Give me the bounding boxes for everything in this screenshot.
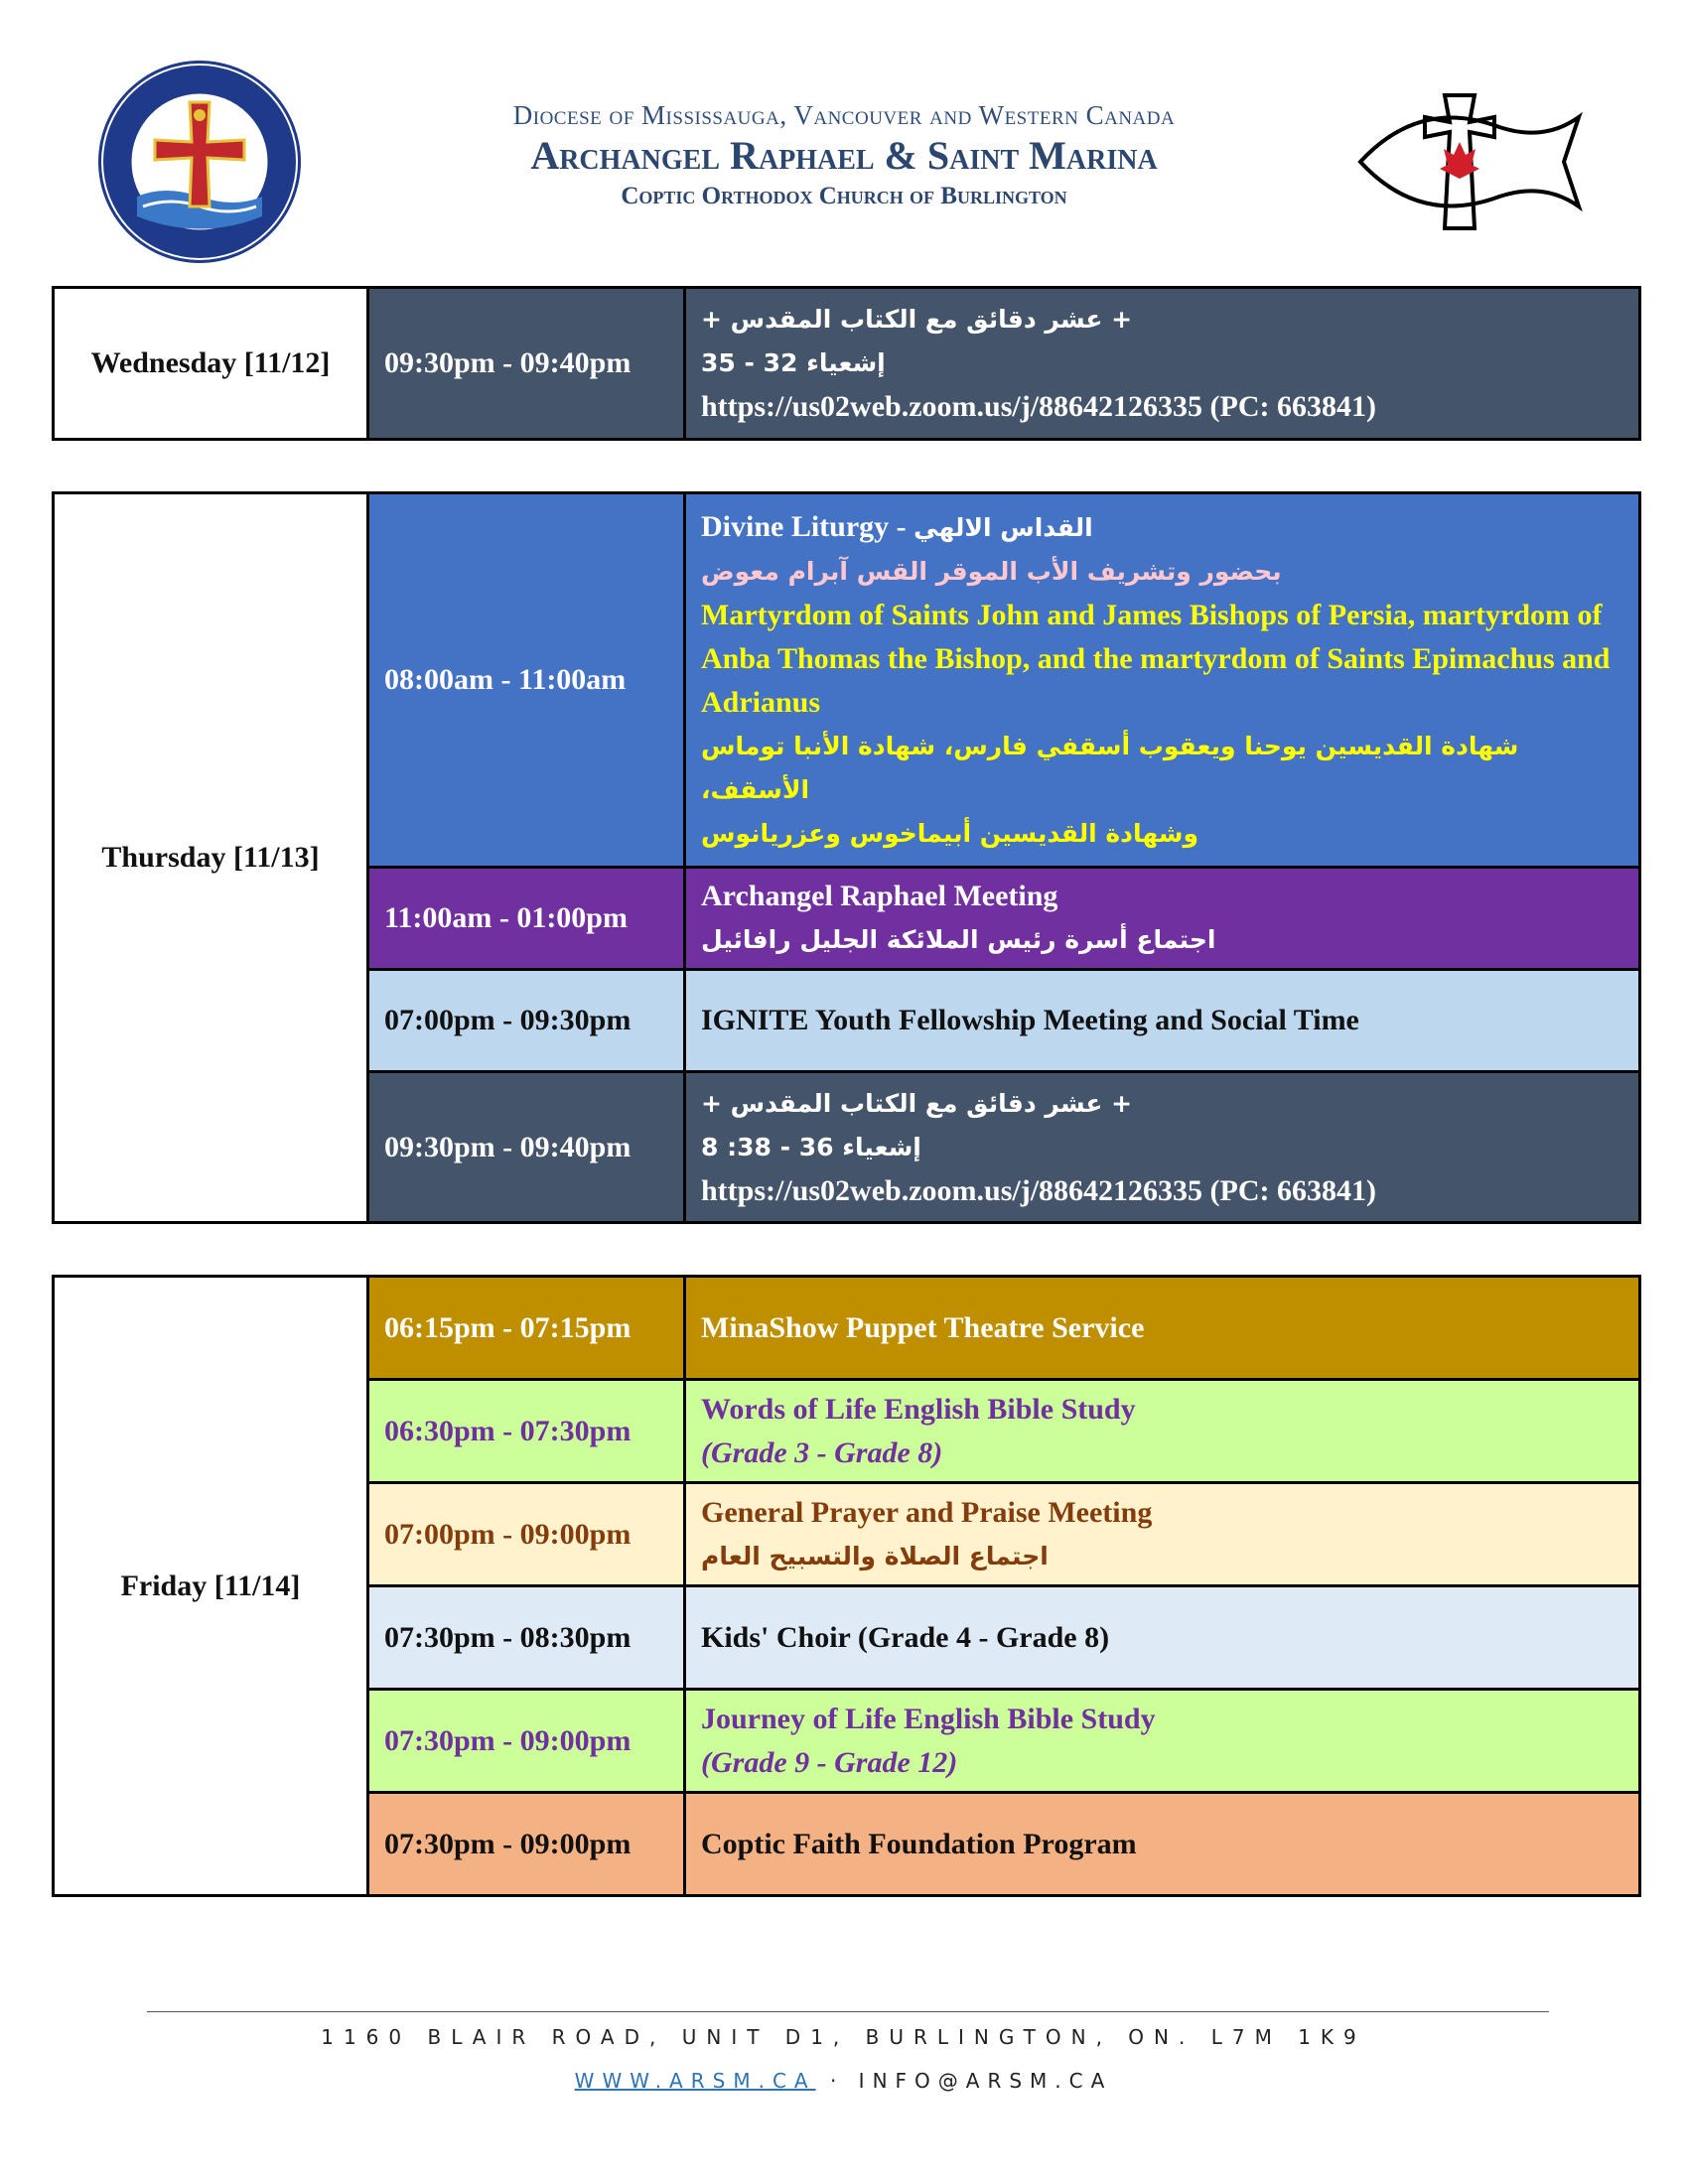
event-title: IGNITE Youth Fellowship Meeting and Social Time — [701, 1004, 1359, 1036]
time-cell: 09:30pm - 09:40pm — [368, 1072, 685, 1223]
event-cell — [685, 1483, 1640, 1586]
day-cell: Wednesday [11/12] — [54, 288, 368, 440]
event-cell — [685, 1690, 1640, 1793]
bible-minutes-arabic: + عشر دقائق مع الكتاب المقدس + — [701, 305, 1133, 334]
event-cell — [685, 970, 1640, 1072]
event-title: Journey of Life English Bible Study — [701, 1702, 1156, 1735]
event-cell — [685, 1072, 1640, 1223]
event-cell — [685, 1793, 1640, 1896]
diocese-fish-logo — [1350, 87, 1599, 236]
time-cell: 06:30pm - 07:30pm — [368, 1380, 685, 1483]
event-title: Archangel Raphael Meeting — [701, 880, 1058, 912]
time-cell: 07:30pm - 09:00pm — [368, 1793, 685, 1896]
event-cell — [685, 1277, 1640, 1380]
footer-address: 1160 BLAIR ROAD, UNIT D1, BURLINGTON, ON. L7M 1K9 — [321, 2025, 1366, 2049]
event-cell — [685, 1380, 1640, 1483]
zoom-link[interactable]: https://us02web.zoom.us/j/88642126335 (PC: 663841) — [701, 390, 1376, 423]
event-cell — [685, 868, 1640, 970]
event-title: Divine Liturgy - القداس الالهي — [701, 509, 1093, 543]
event-title-arabic: اجتماع الصلاة والتسبيح العام — [701, 1541, 1049, 1570]
event-subtitle: (Grade 3 - Grade 8) — [701, 1435, 943, 1469]
event-title: Kids' Choir (Grade 4 - Grade 8) — [701, 1620, 1110, 1654]
presence-arabic: بحضور وتشريف الأب الموقر القس آبرام معوض — [701, 556, 1282, 586]
email-link[interactable]: INFO@ARSM.CA — [858, 2069, 1113, 2093]
church-seal-logo — [95, 58, 304, 266]
time-cell: 07:00pm - 09:00pm — [368, 1483, 685, 1586]
time-cell: 07:30pm - 09:00pm — [368, 1690, 685, 1793]
church-subtitle: Coptic Orthodox Church of Burlington — [621, 183, 1067, 209]
church-name: Archangel Raphael & Saint Marina — [530, 133, 1158, 178]
feast-english: Martyrdom of Saints John and James Bishops of Persia, martyrdom of Anba Thomas the Bishop, and the martyrdom of Saints Epimachus and Adrianus — [701, 598, 1611, 719]
day-cell: Friday [11/14] — [54, 1277, 368, 1896]
bible-minutes-arabic: + عشر دقائق مع الكتاب المقدس + — [701, 1088, 1133, 1118]
bible-reading-arabic: إشعياء 32 - 35 — [701, 348, 886, 377]
event-title-arabic: اجتماع أسرة رئيس الملائكة الجليل رافائيل — [701, 925, 1216, 954]
friday-table — [52, 1275, 1641, 1897]
time-cell: 06:15pm - 07:15pm — [368, 1277, 685, 1380]
bible-reading-arabic: إشعياء 36 - 38: 8 — [701, 1132, 921, 1161]
feast-arabic-line1: شهادة القديسين يوحنا ويعقوب أسقفي فارس، شهادة الأنبا توماس الأسقف، — [701, 731, 1519, 804]
thursday-table — [52, 491, 1641, 1224]
page-header — [0, 0, 1687, 258]
table-row — [54, 1277, 1640, 1380]
zoom-link[interactable]: https://us02web.zoom.us/j/88642126335 (PC: 663841) — [701, 1173, 1376, 1207]
day-cell: Thursday [11/13] — [54, 493, 368, 1223]
event-cell — [685, 1586, 1640, 1690]
time-cell: 09:30pm - 09:40pm — [368, 288, 685, 440]
event-title: Words of Life English Bible Study — [701, 1392, 1136, 1426]
time-cell: 07:30pm - 08:30pm — [368, 1586, 685, 1690]
event-title: Coptic Faith Foundation Program — [701, 1827, 1137, 1860]
footer-contact — [0, 2069, 1687, 2093]
event-title: General Prayer and Praise Meeting — [701, 1495, 1153, 1529]
event-subtitle: (Grade 9 - Grade 12) — [701, 1745, 958, 1779]
event-cell — [685, 493, 1640, 868]
website-link[interactable]: WWW.ARSM.CA — [574, 2069, 816, 2093]
table-row — [54, 288, 1640, 440]
footer-separator: · — [829, 2069, 845, 2093]
event-cell — [685, 288, 1640, 440]
event-title: MinaShow Puppet Theatre Service — [701, 1310, 1145, 1344]
footer-divider — [147, 2011, 1549, 2012]
table-row — [54, 493, 1640, 868]
feast-arabic-line2: وشهادة القديسين أبيماخوس وعزريانوس — [701, 818, 1199, 848]
diocese-name: Diocese of Mississauga, Vancouver and Western Canada — [512, 100, 1176, 130]
time-cell: 07:00pm - 09:30pm — [368, 970, 685, 1072]
time-cell: 11:00am - 01:00pm — [368, 868, 685, 970]
time-cell: 08:00am - 11:00am — [368, 493, 685, 868]
wednesday-table — [52, 286, 1641, 441]
header-text — [328, 99, 1360, 212]
